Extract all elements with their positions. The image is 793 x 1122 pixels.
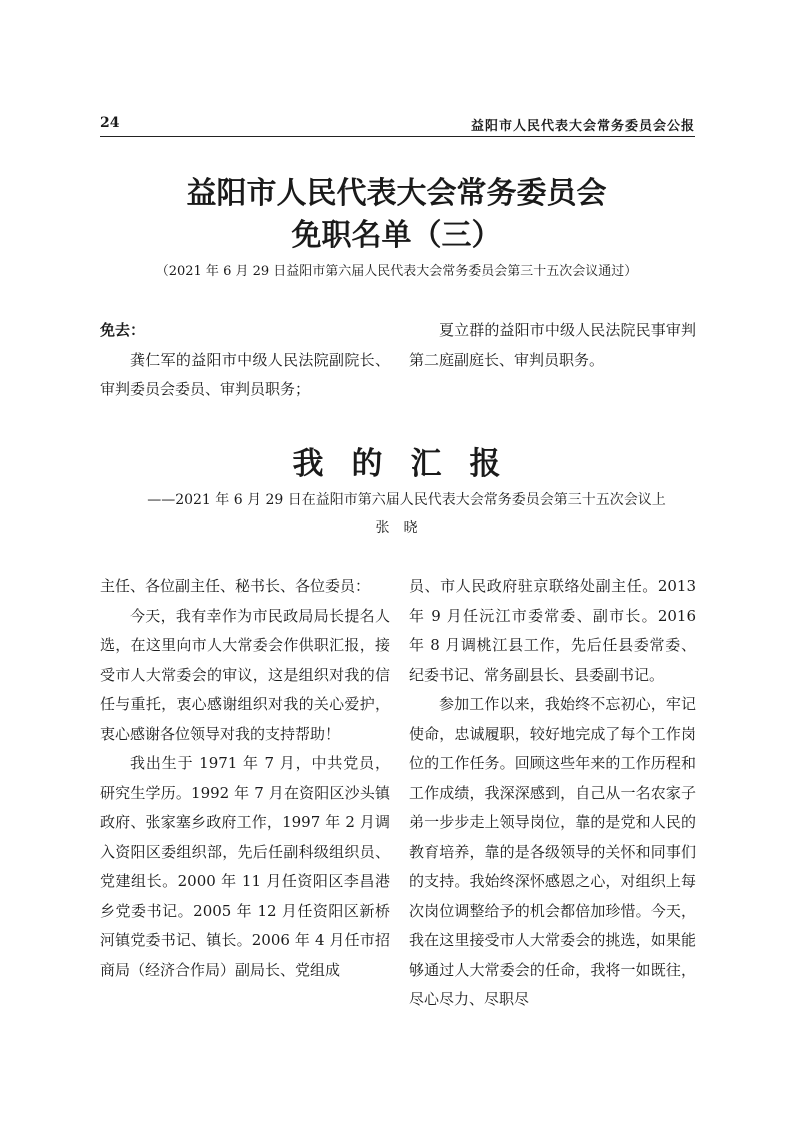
report-paragraph: 今天，我有幸作为市民政局局长提名人选，在这里向市人大常委会作供职汇报，接受市人大常委会的审议，这是组织对我的信任与重托，衷心感谢组织对我的关心爱护，衷心感谢各位领导对我的支持帮助！ [100, 606, 390, 743]
report-salutation: 主任、各位副主任、秘书长、各位委员： [100, 577, 371, 595]
removal-item-2: 夏立群的益阳市中级人民法院民事审判第二庭副庭长、审判员职务。 [409, 321, 696, 369]
header-rule [100, 136, 695, 137]
notice-title-line2: 免职名单（三） [291, 218, 502, 253]
removal-item-1: 龚仁军的益阳市中级人民法院副院长、审判委员会委员、审判员职务； [100, 350, 390, 398]
page-header [100, 113, 695, 135]
report-paragraph: 我出生于 1971 年 7 月，中共党员，研究生学历。1992 年 7 月在资阳区沙头镇政府、张家塞乡政府工作，1997 年 2 月调入资阳区委组织部，先后任副科级组织员、党建组长。2000 年 11 月任资阳区李昌港乡党委书记。2005 年 12 月任资阳区新桥河镇党委书记、镇长。2006 年 4 月任市招商局（经济合作局）副局长、党组成 [100, 754, 390, 979]
notice-subtitle: （2021 年 6 月 29 日益阳市第六届人民代表大会常务委员会第三十五次会议通过） [155, 264, 638, 279]
report-meeting-line: ——2021 年 6 月 29 日在益阳市第六届人民代表大会常务委员会第三十五次会议上 [147, 492, 666, 508]
notice-left-column [100, 316, 390, 405]
report-right-column [409, 572, 696, 1015]
notice-right-column [409, 316, 696, 375]
page-number: 24 [100, 115, 120, 131]
report-left-column [100, 572, 390, 985]
publication-title: 益阳市人民代表大会常务委员会公报 [470, 119, 695, 134]
report-author: 张晓 [375, 520, 432, 536]
removal-label: 免去： [100, 321, 146, 339]
report-title: 我的汇报 [292, 446, 529, 482]
report-paragraph: 参加工作以来，我始终不忘初心，牢记使命，忠诚履职，较好地完成了每个工作岗位的工作任务。回顾这些年来的工作历程和工作成绩，我深深感到，自己从一名农家子弟一步步走上领导岗位，靠的是党和人民的教育培养，靠的是各级领导的关怀和同事们的支持。我始终深怀感恩之心，对组织上每次岗位调整给予的机会都倍加珍惜。今天，我在这里接受市人大常委会的挑选，如果能够通过人大常委会的任命，我将一如既往，尽心尽力、尽职尽 [409, 695, 696, 1008]
report-paragraph: 员、市人民政府驻京联络处副主任。2013 年 9 月任沅江市委常委、副市长。2016 年 8 月调桃江县工作，先后任县委常委、纪委书记、常务副县长、县委副书记。 [409, 577, 696, 684]
notice-title-line1: 益阳市人民代表大会常务委员会 [186, 176, 607, 211]
